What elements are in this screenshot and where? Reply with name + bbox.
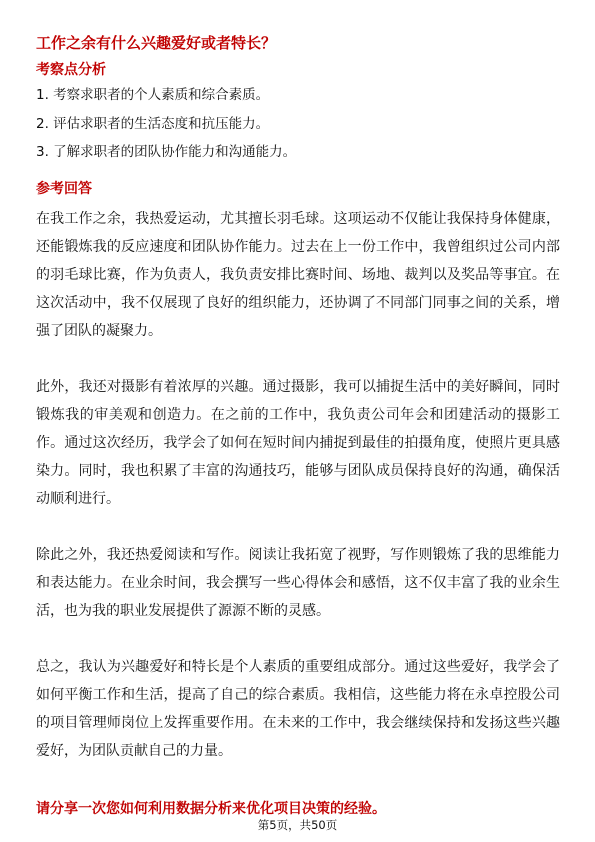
page-number: 第5页，共50页 — [257, 818, 338, 832]
answer-paragraph: 此外，我还对摄影有着浓厚的兴趣。通过摄影，我可以捕捉生活中的美好瞬间，同时锻炼我的审美观和创造力。在之前的工作中，我负责公司年会和团建活动的摄影工作。通过这次经历，我学会了如何在短时间内捕捉到最佳的拍摄角度，使照片更具感染力。同时，我也积累了丰富的沟通技巧，能够与团队成员保持良好的沟通，确保活动顺利进行。 — [36, 379, 560, 507]
analysis-heading: 考察点分析 — [36, 62, 106, 78]
analysis-list — [36, 86, 296, 172]
analysis-item: 3. 了解求职者的团队协作能力和沟通能力。 — [36, 144, 297, 160]
analysis-item: 2. 评估求职者的生活态度和抗压能力。 — [36, 115, 270, 132]
answer-paragraph: 除此之外，我还热爱阅读和写作。阅读让我拓宽了视野，写作则锻炼了我的思维能力和表达能力。在业余时间，我会撰写一些心得体会和感悟，这不仅丰富了我的业余生活，也为我的职业发展提供了源源不断的灵感。 — [36, 547, 560, 619]
answer-paragraph: 在我工作之余，我热爱运动，尤其擅长羽毛球。这项运动不仅能让我保持身体健康，还能锻炼我的反应速度和团队协作能力。过去在上一份工作中，我曾组织过公司内部的羽毛球比赛，作为负责人，我负责安排比赛时间、场地、裁判以及奖品等事宜。在这次活动中，我不仅展现了良好的组织能力，还协调了不同部门同事之间的关系，增强了团队的凝聚力。 — [36, 211, 560, 339]
answer-paragraph: 总之，我认为兴趣爱好和特长是个人素质的重要组成部分。通过这些爱好，我学会了如何平衡工作和生活，提高了自己的综合素质。我相信，这些能力将在永卓控股公司的项目管理师岗位上发挥重要作用。在未来的工作中，我会继续保持和发扬这些兴趣爱好，为团队贡献自己的力量。 — [36, 659, 560, 759]
next-question-title: 请分享一次您如何利用数据分析来优化项目决策的经验。 — [36, 801, 386, 817]
question-title: 工作之余有什么兴趣爱好或者特长？ — [36, 34, 277, 52]
answer-body — [36, 205, 560, 793]
answer-heading: 参考回答 — [36, 181, 92, 197]
analysis-item: 1. 考察求职者的个人素质和综合素质。 — [36, 87, 270, 103]
